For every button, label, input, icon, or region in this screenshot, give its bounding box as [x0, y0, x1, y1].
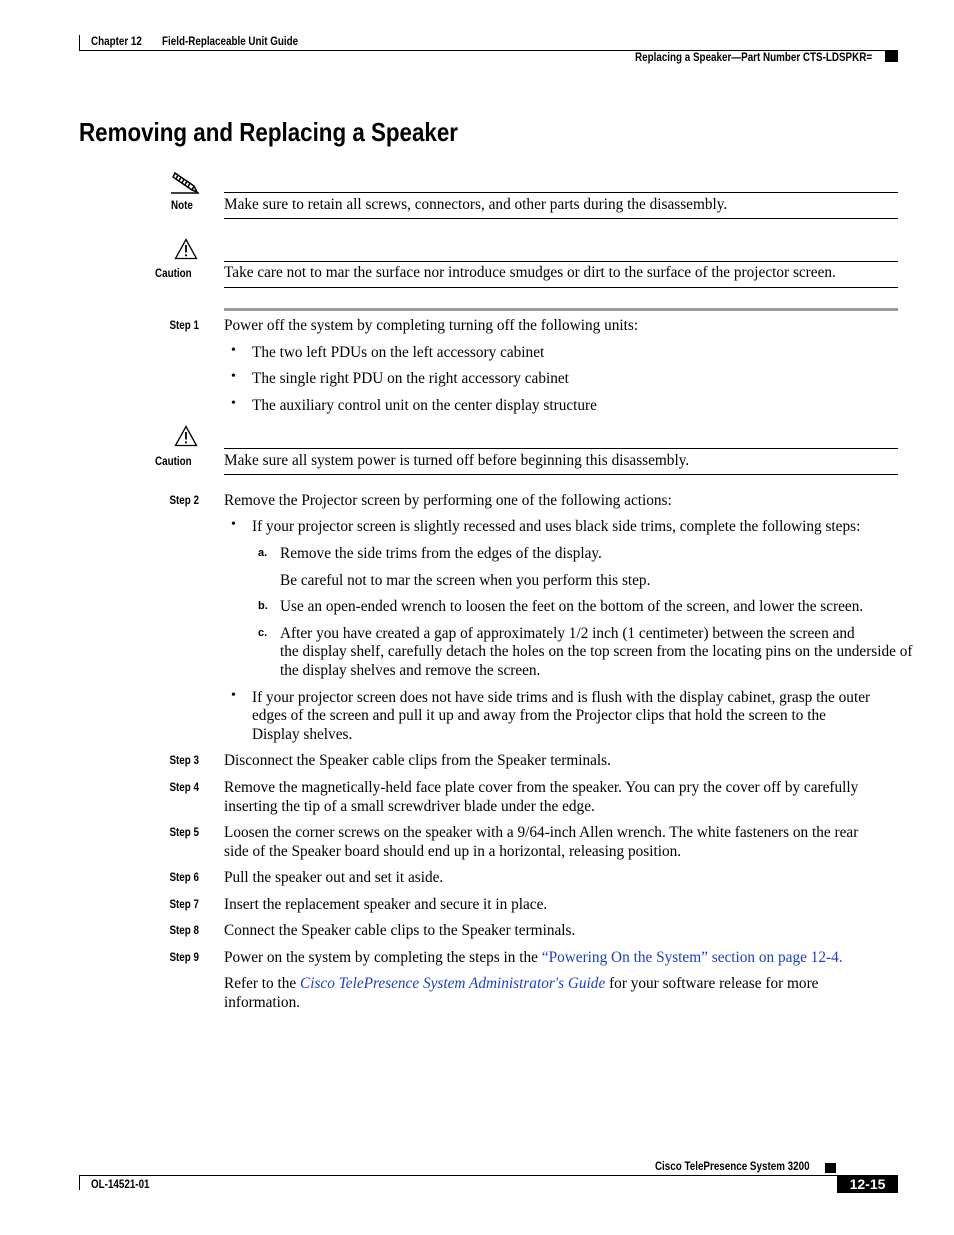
step1-bullet-2: The single right PDU on the right accessory cabinet [252, 370, 569, 387]
step9-refer-before: Refer to the [224, 975, 301, 992]
bullet-dot: • [231, 369, 236, 384]
step5-line2: side of the Speaker board should end up in a horizontal, releasing position. [224, 843, 682, 860]
caution1-label: Caution [155, 266, 192, 280]
step1-text: Power off the system by completing turning off the following units: [224, 317, 639, 334]
warning-icon [174, 425, 198, 452]
step6-label: Step 6 [169, 870, 199, 884]
header-marker [885, 50, 898, 62]
bullet-dot: • [231, 688, 236, 703]
step9-refer-line2: information. [224, 994, 301, 1011]
pencil-icon [170, 170, 200, 199]
step9-refer [224, 974, 818, 993]
step2-sub-c-line3: the display shelves and remove the screen. [280, 662, 541, 679]
step2-sub-c-label: c. [258, 627, 268, 639]
step3-text: Disconnect the Speaker cable clips from the Speaker terminals. [224, 752, 611, 769]
step9-label: Step 9 [169, 950, 199, 964]
step2-sub-b-label: b. [258, 600, 268, 612]
note-label: Note [171, 198, 193, 212]
footer-left-rule [79, 1175, 80, 1190]
header-section: Replacing a Speaker—Part Number CTS-LDSPKR= [634, 50, 872, 64]
step4-label: Step 4 [169, 780, 199, 794]
bullet-dot: • [231, 517, 236, 532]
warning-icon [174, 238, 198, 265]
header-left-rule [79, 35, 80, 51]
step2-text: Remove the Projector screen by performing one of the following actions: [224, 492, 672, 509]
step8-label: Step 8 [169, 923, 199, 937]
footer-product: Cisco TelePresence System 3200 [655, 1159, 810, 1173]
admin-guide-link[interactable]: Cisco TelePresence System Administrator's Guide [300, 975, 606, 992]
powering-on-link[interactable]: “Powering On the System” section on page 12-4 [541, 949, 839, 966]
caution1-text: Take care not to mar the surface nor introduce smudges or dirt to the surface of the projector screen. [224, 264, 836, 281]
caution2-text: Make sure all system power is turned off before beginning this disassembly. [224, 452, 690, 469]
step9-text [224, 948, 843, 967]
step4-line2: inserting the tip of a small screwdriver blade under the edge. [224, 798, 595, 815]
note-rule-top [224, 192, 898, 193]
step2-sub-c-line2: the display shelf, carefully detach the holes on the top screen from the locating pins on the underside of [280, 643, 913, 660]
footer-marker [825, 1163, 836, 1173]
step1-label: Step 1 [169, 318, 199, 332]
step9-text-after: . [838, 949, 843, 966]
page-title: Removing and Replacing a Speaker [79, 117, 459, 147]
step8-text: Connect the Speaker cable clips to the Speaker terminals. [224, 922, 576, 939]
step5-label: Step 5 [169, 825, 199, 839]
bullet-dot: • [231, 343, 236, 358]
step3-label: Step 3 [169, 753, 199, 767]
footer-doc-number: OL-14521-01 [91, 1177, 150, 1191]
step2-sub-a-note: Be careful not to mar the screen when you perform this step. [280, 572, 651, 589]
header-chapter-title: Field-Replaceable Unit Guide [162, 34, 299, 48]
caution2-rule-bottom [224, 474, 898, 475]
step2-sub-a: Remove the side trims from the edges of the display. [280, 545, 602, 562]
procedure-rule [224, 308, 898, 311]
header-chapter: Chapter 12 [91, 34, 142, 48]
note-text: Make sure to retain all screws, connectors, and other parts during the disassembly. [224, 196, 728, 213]
caution1-rule-bottom [224, 287, 898, 288]
step7-label: Step 7 [169, 897, 199, 911]
step9-refer-after: for your software release for more [605, 975, 819, 992]
step2-sub-b: Use an open-ended wrench to loosen the feet on the bottom of the screen, and lower the screen. [280, 598, 864, 615]
step2-bullet-2-line1: If your projector screen does not have side trims and is flush with the display cabinet, grasp the outer [252, 689, 871, 706]
bullet-dot: • [231, 396, 236, 411]
step2-bullet-2-line2: edges of the screen and pull it up and away from the Projector clips that hold the screen to the [252, 707, 826, 724]
step1-bullet-3: The auxiliary control unit on the center display structure [252, 397, 597, 414]
step7-text: Insert the replacement speaker and secure it in place. [224, 896, 548, 913]
step5-line1: Loosen the corner screws on the speaker with a 9/64-inch Allen wrench. The white fasteners on the rear [224, 824, 859, 841]
step4-line1: Remove the magnetically-held face plate cover from the speaker. You can pry the cover off by carefully [224, 779, 859, 796]
step2-bullet-1: If your projector screen is slightly recessed and uses black side trims, complete the following steps: [252, 518, 861, 535]
step9-text-before: Power on the system by completing the steps in the [224, 949, 542, 966]
caution2-rule-top [224, 448, 898, 449]
step2-sub-a-label: a. [258, 547, 268, 559]
caution2-label: Caution [155, 454, 192, 468]
footer-rule [79, 1175, 898, 1176]
step6-text: Pull the speaker out and set it aside. [224, 869, 444, 886]
note-rule-bottom [224, 218, 898, 219]
step1-bullet-1: The two left PDUs on the left accessory cabinet [252, 344, 545, 361]
step2-bullet-2-line3: Display shelves. [252, 726, 353, 743]
step2-label: Step 2 [169, 493, 199, 507]
page-number: 12-15 [849, 1176, 886, 1192]
step2-sub-c-line1: After you have created a gap of approximately 1/2 inch (1 centimeter) between the screen and [280, 625, 855, 642]
caution1-rule-top [224, 261, 898, 262]
